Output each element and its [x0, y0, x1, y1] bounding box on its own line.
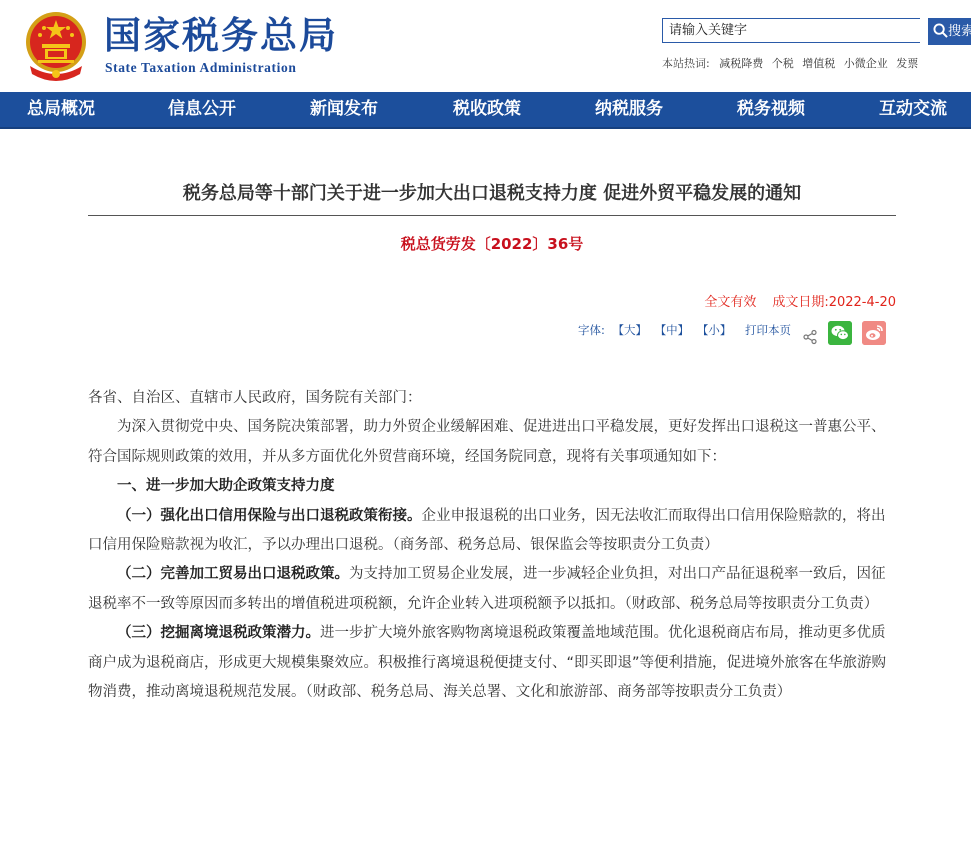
article-title: 税务总局等十部门关于进一步加大出口退税支持力度 促进外贸平稳发展的通知: [182, 183, 802, 204]
article-body: [88, 384, 898, 707]
paragraph-2: [88, 560, 898, 619]
nav-item-video[interactable]: 税务视频: [737, 99, 805, 119]
weibo-icon[interactable]: [862, 321, 886, 345]
search-button-label: 搜索: [948, 24, 974, 39]
paragraph-3: [88, 619, 898, 707]
font-size-label: 字体:: [578, 323, 605, 337]
validity-status: 全文有效: [704, 295, 757, 310]
article-date: 2022-4-20: [828, 295, 896, 310]
nav-item-interaction[interactable]: 互动交流: [879, 99, 947, 119]
nav-item-overview[interactable]: 总局概况: [27, 99, 95, 119]
nav-item-news[interactable]: 新闻发布: [310, 99, 378, 119]
section-heading: 一、进一步加大助企政策支持力度: [117, 478, 335, 495]
article-tools: [578, 322, 795, 346]
intro-paragraph: 为深入贯彻党中央、国务院决策部署，助力外贸企业缓解困难、促进进出口平稳发展，更好发挥出口退税这一普惠公平、符合国际规则政策的效用，并从多方面优化外贸营商环境，经国务院同意，现将有关事项通知如下：: [88, 419, 886, 465]
hot-word-link[interactable]: 个税: [771, 57, 794, 70]
paragraph-1: [88, 502, 898, 561]
hot-word-link[interactable]: 小微企业: [843, 57, 888, 70]
font-large-button[interactable]: 【大】: [612, 323, 648, 337]
hot-word-link[interactable]: 发票: [896, 57, 919, 70]
site-title-en[interactable]: State Taxation Administration: [105, 60, 297, 75]
wechat-icon[interactable]: [828, 321, 852, 345]
paragraph-3-heading: （三）挖掘离境退税政策潜力。: [117, 625, 320, 642]
paragraph-1-heading: （一）强化出口信用保险与出口退税政策衔接。: [117, 507, 422, 524]
hot-words-label: 本站热词:: [662, 57, 710, 70]
site-title-cn[interactable]: 国家税务总局: [104, 14, 338, 57]
paragraph-3-body: 进一步扩大境外旅客购物离境退税政策覆盖地域范围。优化退税商店布局，推动更多优质商户成为退税商店，形成更大规模集聚效应。积极推行离境退税便捷支付、“即买即退”等便利措施，促进境外旅客在华旅游购物消费，推动离境退税规范发展。（财政部、税务总局、海关总署、文化和旅游部、商务部等按职责分工负责）: [88, 625, 887, 701]
hot-word-link[interactable]: 增值税: [802, 57, 836, 70]
hot-words: [662, 55, 923, 71]
hot-word-link[interactable]: 减税降费: [719, 57, 764, 70]
search-icon: [933, 23, 948, 38]
paragraph-1-body: 企业申报退税的出口业务，因无法收汇而取得出口信用保险赔款的，将出口信用保险赔款视为收汇，予以办理出口退税。（商务部、税务总局、银保监会等按职责分工负责）: [88, 507, 886, 554]
date-label: 成文日期:: [772, 295, 829, 310]
search-input[interactable]: [662, 18, 920, 43]
nav-item-taxpayer-service[interactable]: 纳税服务: [595, 99, 663, 119]
document-number: 税总货劳发〔2022〕36号: [400, 235, 584, 253]
share-icon[interactable]: [803, 330, 817, 344]
nav-item-tax-policy[interactable]: 税收政策: [453, 99, 521, 119]
print-button[interactable]: 打印本页: [745, 323, 791, 337]
paragraph-2-heading: （二）完善加工贸易出口退税政策。: [117, 566, 349, 583]
national-emblem-icon[interactable]: [20, 8, 92, 84]
font-medium-button[interactable]: 【中】: [654, 323, 690, 337]
font-small-button[interactable]: 【小】: [696, 323, 732, 337]
article-meta: [704, 291, 896, 310]
title-divider: [88, 215, 896, 216]
main-nav: [0, 92, 971, 129]
paragraph-2-body: 为支持加工贸易企业发展，进一步减轻企业负担，对出口产品征退税率一致后，因征退税率不一致等原因而多转出的增值税进项税额，允许企业转入进项税额予以抵扣。（财政部、税务总局等按职责分工负责）: [88, 566, 886, 612]
salutation: 各省、自治区、直辖市人民政府，国务院有关部门：: [88, 390, 422, 406]
search-button[interactable]: [928, 18, 974, 45]
site-header: [0, 0, 974, 92]
nav-item-info-disclosure[interactable]: 信息公开: [168, 99, 236, 119]
